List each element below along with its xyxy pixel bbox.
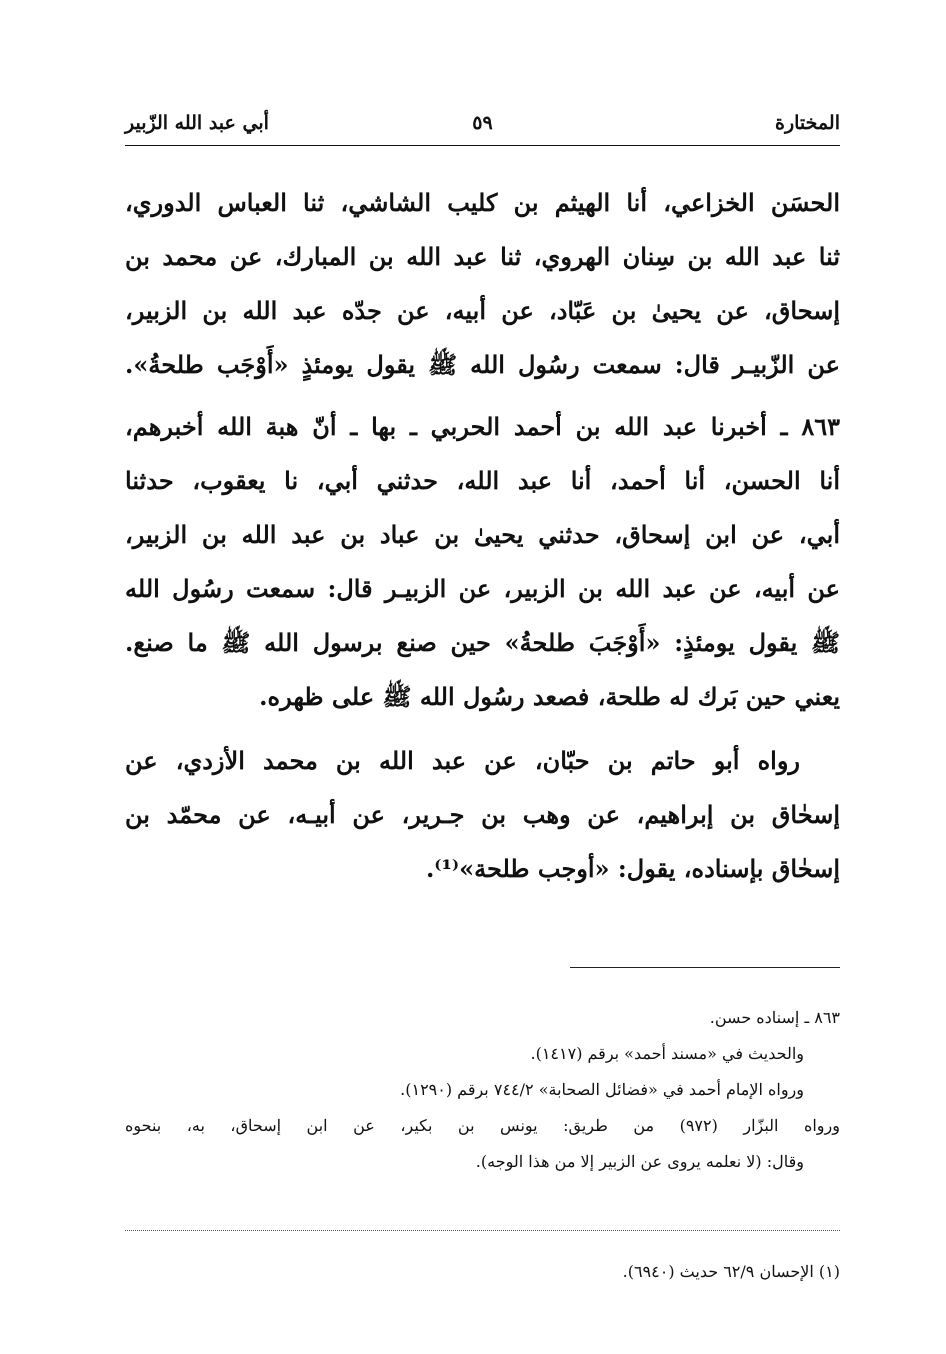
text-line: الحسَن الخزاعي، أنا الهيثم بن كليب الشاشي، ثنا العباس الدوري، — [125, 188, 840, 217]
page-number: ٥٩ — [472, 112, 493, 134]
text-line: يعني حين بَرك له طلحة، فصعد رسُول الله ﷺ على ظهره. — [259, 682, 840, 711]
paragraph-hadith-863 — [125, 400, 840, 724]
text-line: عن الزّبيـر قال: سمعت رسُول الله ﷺ يقول يومئذٍ «أَوْجَب طلحةُ». — [125, 350, 840, 379]
text-line: ثنا عبد الله بن سِنان الهروي، ثنا عبد الله بن المبارك، عن محمد بن — [125, 242, 840, 271]
text-line: إسحٰاق بن إبراهيم، عن وهب بن جـرير، عن أبيـه، عن محمّد بن — [125, 800, 840, 829]
header-divider — [125, 145, 840, 146]
footnote: (١) الإحسان ٦٢/٩ حديث (٦٩٤٠). — [622, 1262, 840, 1281]
note-line: ورواه البزّار (٩٧٢) من طريق: يونس بن بكير، عن ابن إسحاق، به، بنحوه — [125, 1116, 840, 1135]
note-line: ٨٦٣ ـ إسناده حسن. — [709, 1008, 840, 1027]
text-line: عن أبيه، عن عبد الله بن الزبير، عن الزبيـر قال: سمعت رسُول الله — [125, 574, 840, 603]
text-line: ٨٦٣ ـ أخبرنا عبد الله بن أحمد الحربي ـ بها ـ أنّ هبة الله أخبرهم، — [125, 412, 840, 441]
note-line: وقال: (لا نعلمه يروى عن الزبير إلا من هذا الوجه). — [475, 1152, 804, 1171]
text-line: إسحاق، عن يحيىٰ بن عَبّاد، عن أبيه، عن جدّه عبد الله بن الزبير، — [125, 296, 840, 325]
editor-notes — [125, 1000, 840, 1180]
notes-divider — [570, 967, 840, 968]
footnote-divider — [125, 1230, 840, 1231]
text-line: رواه أبو حاتم بن حبّان، عن عبد الله بن محمد الأزدي، عن — [125, 746, 801, 775]
paragraph-narration — [125, 734, 840, 896]
text-line: أبي، عن ابن إسحاق، حدثني يحيىٰ بن عباد بن عبد الله بن الزبير، — [125, 520, 840, 549]
text-line: إسحٰاق بإسناده، يقول: «أوجب طلحة»⁽¹⁾. — [425, 854, 840, 883]
text-line: أنا الحسن، أنا أحمد، أنا عبد الله، حدثني أبي، نا يعقوب، حدثنا — [125, 466, 840, 495]
book-title: المختارة — [775, 112, 840, 134]
chapter-title: أبي عبد الله الزّبير — [125, 112, 269, 134]
paragraph-1 — [125, 176, 840, 392]
text-line: ﷺ يقول يومئذٍ: «أَوْجَبَ طلحةُ» حين صنع برسول الله ﷺ ما صنع. — [125, 628, 840, 657]
note-line: والحديث في «مسند أحمد» برقم (١٤١٧). — [530, 1044, 804, 1063]
running-header — [125, 112, 840, 142]
note-line: ورواه الإمام أحمد في «فضائل الصحابة» ٧٤٤/٢ برقم (١٢٩٠). — [400, 1080, 804, 1099]
